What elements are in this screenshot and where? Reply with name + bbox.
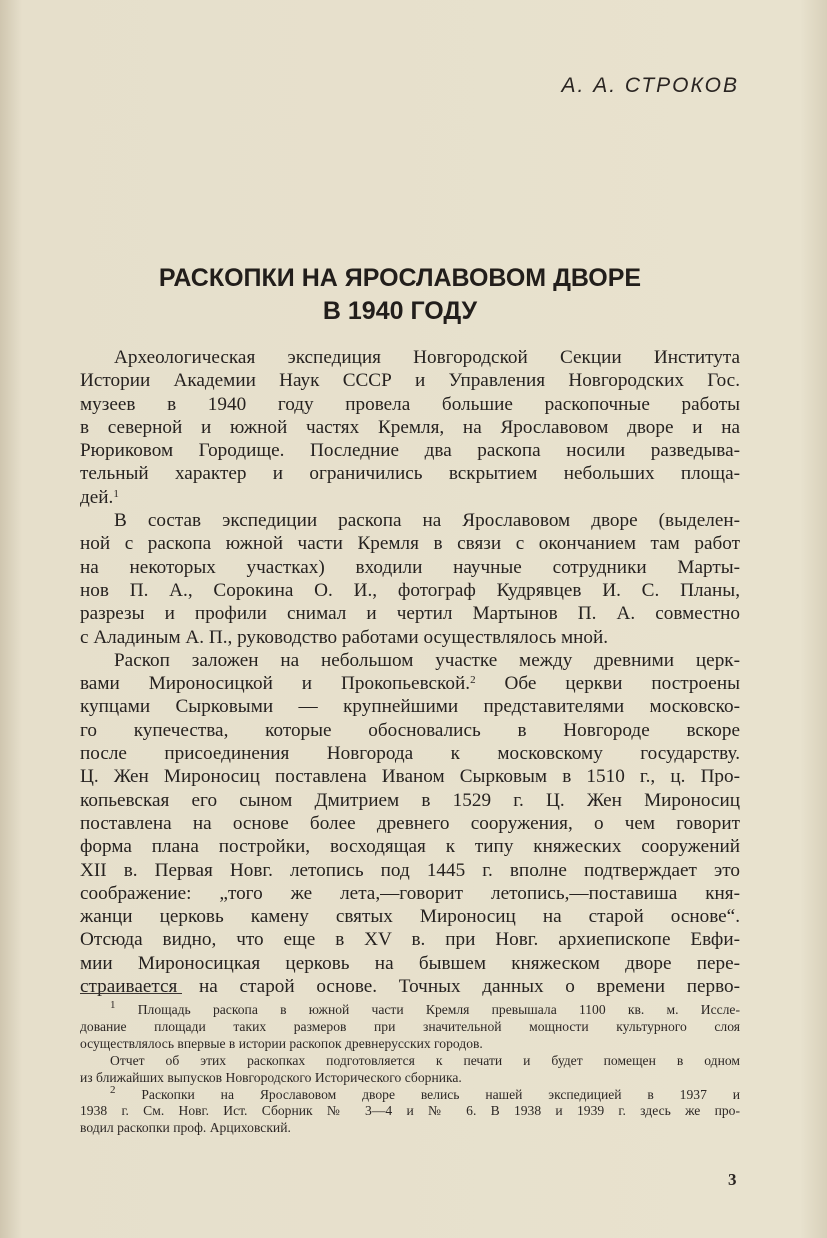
text-line: на некоторых участках) входили научные сотрудники Марты-: [80, 556, 740, 578]
text-line: Ц. Жен Мироносиц поставлена Иваном Сырковым в 1510 г., ц. Про-: [80, 766, 740, 788]
text-line: из ближайших выпусков Новгородского Исторического сборника.: [80, 1069, 462, 1085]
title-line: РАСКОПКИ НА ЯРОСЛАВОВОМ ДВОРЕ: [158, 264, 642, 292]
text-fragment: дей.: [80, 486, 114, 508]
text-line: поставлена на основе более древнего сооружения, о чем говорит: [80, 812, 740, 834]
title-line: В 1940 ГОДУ: [322, 297, 478, 325]
text-line: с Аладиным А. П., руководство работами осуществлялось мной.: [80, 626, 609, 648]
text-line: Отсюда видно, что еще в XV в. при Новг. архиепископе Евфи-: [80, 929, 740, 951]
text-line: ной с раскопа южной части Кремля в связи с окончанием там работ: [80, 533, 740, 555]
text-line: дование площади таких размеров при значительной мощности культурного слоя: [80, 1018, 740, 1034]
text-line: водил раскопки проф. Арциховский.: [80, 1120, 291, 1136]
text-line: тельный характер и ограничились вскрытием небольших площа-: [80, 463, 740, 485]
text-line: Рюриковом Городище. Последние два раскопа носили разведыва-: [80, 440, 740, 462]
footnote-divider: [80, 993, 182, 994]
paragraph: [80, 346, 740, 509]
paragraph: [80, 509, 740, 649]
page-number: 3: [728, 1170, 737, 1189]
text-line: XII в. Первая Новг. летопись под 1445 г. вполне подтверждает это: [80, 859, 740, 881]
article-title: [80, 262, 720, 328]
text-line: музеев в 1940 году провела большие раскопочные работы: [80, 393, 740, 415]
footnote: [80, 999, 740, 1053]
footnote: [80, 1053, 740, 1087]
text-line: нов П. А., Сорокина О. И., фотограф Кудрявцев И. С. Планы,: [80, 579, 740, 601]
text-line: го купечества, которые обосновались в Новгороде вскоре: [80, 719, 740, 741]
text-line: копьевская его сыном Дмитрием в 1529 г. Ц. Жен Мироносиц: [80, 789, 740, 811]
text-line: страивается на старой основе. Точных данных о времени перво-: [80, 976, 740, 998]
text-line: после присоединения Новгорода к московскому государству.: [80, 743, 740, 765]
text-line: форма плана постройки, восходящая к типу княжеских сооружений: [80, 836, 740, 858]
text-fragment: Раскопки на Ярославовом дворе велись нашей экспедицией в 1937 и: [141, 1086, 740, 1102]
text-line: мии Мироносицкая церковь на бывшем княжеском дворе пере-: [80, 952, 740, 974]
text-line: [80, 1083, 740, 1104]
text-line: Истории Академии Наук СССР и Управления Новгородских Гос.: [80, 370, 740, 392]
text-fragment: Площадь раскопа в южной части Кремля превышала 1100 кв. м. Иссле-: [137, 1002, 740, 1017]
text-line: 1938 г. См. Новг. Ист. Сборник № 3—4 и № 6. В 1938 и 1939 г. здесь же про-: [80, 1103, 740, 1119]
paragraph: [80, 649, 740, 998]
text-line: [80, 486, 740, 509]
text-line: разрезы и профили снимал и чертил Мартынов П. А. совместно: [80, 603, 740, 625]
footnote-mark: 1: [110, 999, 116, 1011]
text-line: Отчет об этих раскопках подготовляется к печати и будет помещен в одном: [110, 1052, 740, 1068]
author-name: А. А. СТРОКОВ: [561, 74, 739, 97]
text-line: [80, 999, 740, 1019]
text-fragment: Обе церкви построены: [475, 673, 740, 695]
text-line: купцами Сырковыми — крупнейшими представителями московско-: [80, 696, 740, 718]
text-line: жанци церковь камену святых Мироносиц на старой основе“.: [80, 906, 740, 928]
footnotes: [80, 999, 740, 1137]
text-line: соображение: „того же лета,—говорит летопись,—поставиша кня-: [80, 882, 740, 904]
text-line: в северной и южной частях Кремля, на Ярославовом дворе и на: [80, 416, 740, 438]
footnote-mark: 2: [110, 1083, 116, 1096]
text-line: [80, 672, 740, 695]
article-body: [80, 346, 740, 998]
text-line: осуществлялось впервые в истории раскопок древнерусских городов.: [80, 1035, 483, 1051]
footnote-ref: 1: [113, 487, 119, 500]
text-line: Археологическая экспедиция Новгородской Секции Института: [114, 347, 740, 368]
text-line: Раскоп заложен на небольшом участке между древними церк-: [114, 649, 740, 671]
footnote: [80, 1083, 740, 1138]
text-fragment: вами Мироносицкой и Прокопьевской.: [80, 673, 471, 695]
text-line: В состав экспедиции раскопа на Ярославовом дворе (выделен-: [114, 510, 740, 532]
footnote-ref: 2: [470, 674, 476, 687]
